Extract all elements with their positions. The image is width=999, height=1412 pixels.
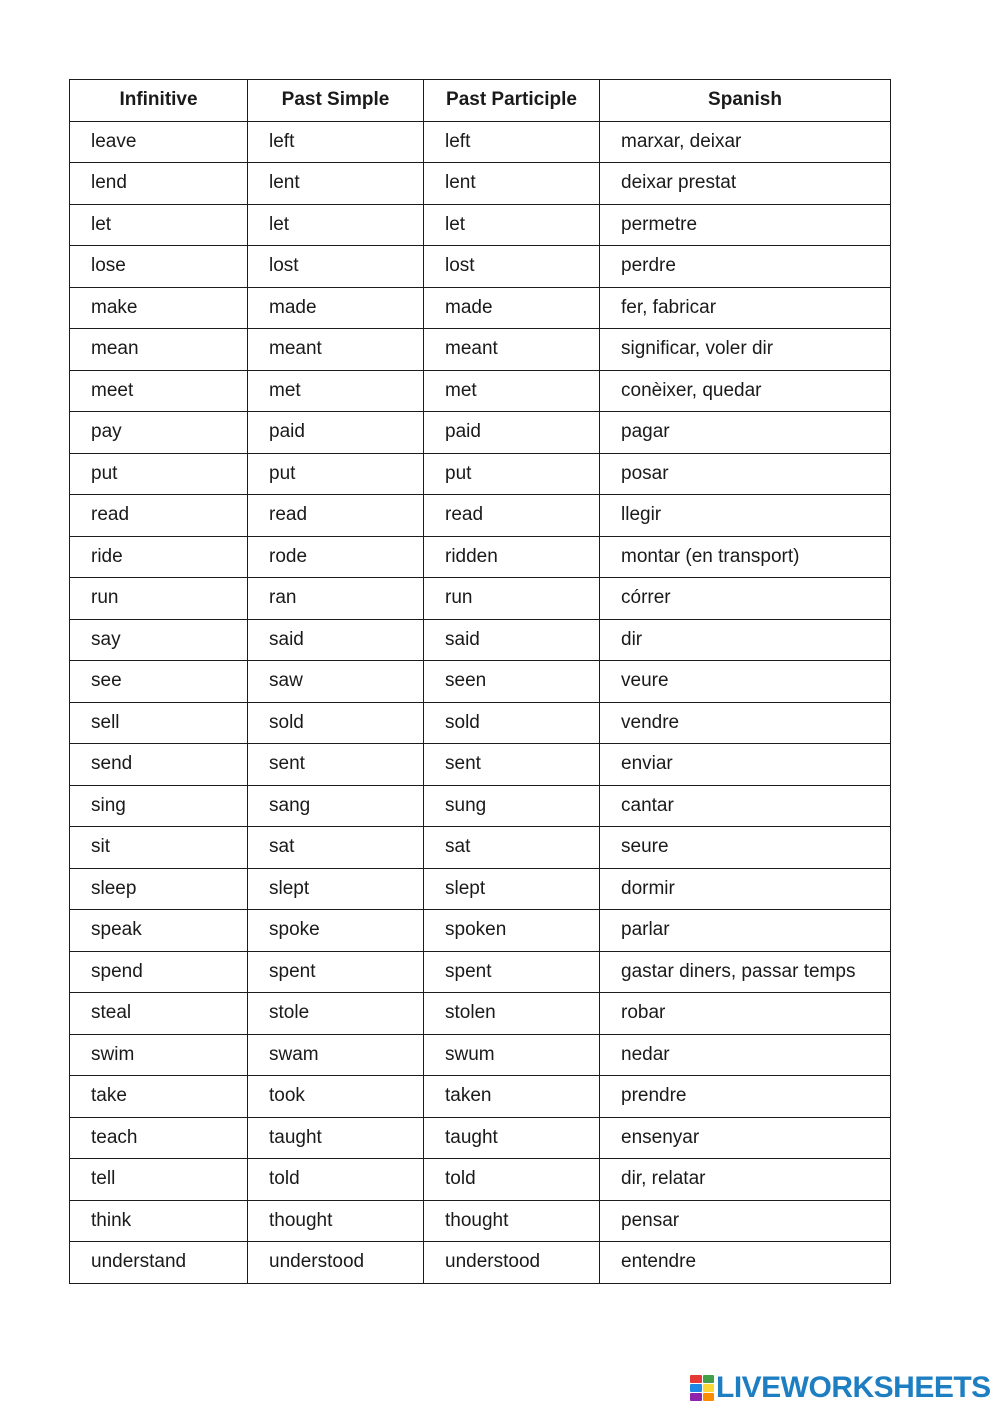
cell-past-simple: met [248, 370, 424, 412]
cell-past-simple: spent [248, 951, 424, 993]
verb-table [69, 79, 891, 1284]
cell-past-participle: ridden [424, 536, 600, 578]
cell-spanish: marxar, deixar [600, 121, 891, 163]
cell-past-participle: met [424, 370, 600, 412]
cell-past-simple: sold [248, 702, 424, 744]
cell-past-participle: lent [424, 163, 600, 205]
cell-infinitive: lose [70, 246, 248, 288]
header-past-simple: Past Simple [248, 80, 424, 122]
cell-spanish: nedar [600, 1034, 891, 1076]
table-row [70, 661, 891, 703]
cell-past-simple: said [248, 619, 424, 661]
table-row [70, 536, 891, 578]
cell-spanish: enviar [600, 744, 891, 786]
cell-past-simple: thought [248, 1200, 424, 1242]
cell-past-simple: meant [248, 329, 424, 371]
cell-past-participle: run [424, 578, 600, 620]
cell-past-participle: told [424, 1159, 600, 1201]
cell-past-simple: left [248, 121, 424, 163]
cell-past-participle: spoken [424, 910, 600, 952]
liveworksheets-logo [690, 1372, 991, 1404]
cell-past-participle: slept [424, 868, 600, 910]
cell-past-participle: spent [424, 951, 600, 993]
cell-infinitive: let [70, 204, 248, 246]
cell-spanish: fer, fabricar [600, 287, 891, 329]
table-row [70, 951, 891, 993]
cell-past-participle: sung [424, 785, 600, 827]
cell-spanish: parlar [600, 910, 891, 952]
cell-spanish: llegir [600, 495, 891, 537]
logo-text: LIVEWORKSHEETS [716, 1371, 991, 1404]
cell-spanish: entendre [600, 1242, 891, 1284]
cell-past-simple: made [248, 287, 424, 329]
table-row [70, 619, 891, 661]
cell-past-simple: rode [248, 536, 424, 578]
table-row [70, 702, 891, 744]
cell-infinitive: mean [70, 329, 248, 371]
cell-infinitive: pay [70, 412, 248, 454]
table-row [70, 578, 891, 620]
cell-spanish: ensenyar [600, 1117, 891, 1159]
cell-infinitive: lend [70, 163, 248, 205]
cell-past-participle: left [424, 121, 600, 163]
table-row [70, 204, 891, 246]
cell-infinitive: sit [70, 827, 248, 869]
table-row [70, 163, 891, 205]
cell-infinitive: sleep [70, 868, 248, 910]
cell-past-simple: spoke [248, 910, 424, 952]
cell-past-simple: let [248, 204, 424, 246]
table-row [70, 827, 891, 869]
cell-infinitive: put [70, 453, 248, 495]
cell-infinitive: send [70, 744, 248, 786]
cell-spanish: dir, relatar [600, 1159, 891, 1201]
cell-past-participle: made [424, 287, 600, 329]
cell-past-simple: sat [248, 827, 424, 869]
table-row [70, 785, 891, 827]
cell-spanish: gastar diners, passar temps [600, 951, 891, 993]
cell-infinitive: understand [70, 1242, 248, 1284]
cell-past-simple: read [248, 495, 424, 537]
cell-past-simple: lent [248, 163, 424, 205]
table-row [70, 1159, 891, 1201]
table-row [70, 868, 891, 910]
table-row [70, 329, 891, 371]
cell-spanish: cantar [600, 785, 891, 827]
cell-infinitive: take [70, 1076, 248, 1118]
cell-past-participle: swum [424, 1034, 600, 1076]
cell-infinitive: ride [70, 536, 248, 578]
cell-past-simple: saw [248, 661, 424, 703]
cell-past-participle: seen [424, 661, 600, 703]
table-row [70, 246, 891, 288]
table-row [70, 1242, 891, 1284]
table-row [70, 910, 891, 952]
cell-spanish: robar [600, 993, 891, 1035]
cell-past-participle: paid [424, 412, 600, 454]
cell-past-participle: lost [424, 246, 600, 288]
table-row [70, 1117, 891, 1159]
table-row [70, 744, 891, 786]
liveworksheets-logo-icon [690, 1375, 714, 1401]
table-row [70, 1200, 891, 1242]
cell-spanish: pagar [600, 412, 891, 454]
cell-spanish: seure [600, 827, 891, 869]
table-row [70, 1034, 891, 1076]
cell-spanish: córrer [600, 578, 891, 620]
cell-past-simple: told [248, 1159, 424, 1201]
cell-past-simple: sang [248, 785, 424, 827]
cell-spanish: permetre [600, 204, 891, 246]
cell-past-simple: put [248, 453, 424, 495]
cell-infinitive: say [70, 619, 248, 661]
cell-past-participle: stolen [424, 993, 600, 1035]
cell-past-participle: sold [424, 702, 600, 744]
cell-past-participle: taught [424, 1117, 600, 1159]
cell-infinitive: speak [70, 910, 248, 952]
cell-infinitive: sell [70, 702, 248, 744]
cell-spanish: vendre [600, 702, 891, 744]
cell-infinitive: swim [70, 1034, 248, 1076]
cell-past-participle: thought [424, 1200, 600, 1242]
cell-infinitive: sing [70, 785, 248, 827]
cell-infinitive: leave [70, 121, 248, 163]
cell-infinitive: read [70, 495, 248, 537]
cell-infinitive: teach [70, 1117, 248, 1159]
cell-past-participle: said [424, 619, 600, 661]
cell-spanish: significar, voler dir [600, 329, 891, 371]
cell-past-simple: slept [248, 868, 424, 910]
cell-past-participle: understood [424, 1242, 600, 1284]
cell-infinitive: meet [70, 370, 248, 412]
cell-past-participle: meant [424, 329, 600, 371]
header-row [70, 80, 891, 122]
cell-infinitive: tell [70, 1159, 248, 1201]
cell-past-simple: lost [248, 246, 424, 288]
table-row [70, 412, 891, 454]
cell-infinitive: see [70, 661, 248, 703]
table-row [70, 121, 891, 163]
table-row [70, 1076, 891, 1118]
cell-past-simple: took [248, 1076, 424, 1118]
cell-past-participle: read [424, 495, 600, 537]
table-row [70, 993, 891, 1035]
cell-spanish: montar (en transport) [600, 536, 891, 578]
cell-past-participle: sent [424, 744, 600, 786]
cell-past-simple: sent [248, 744, 424, 786]
cell-past-participle: put [424, 453, 600, 495]
header-past-participle: Past Participle [424, 80, 600, 122]
table-row [70, 495, 891, 537]
cell-past-participle: sat [424, 827, 600, 869]
cell-past-simple: swam [248, 1034, 424, 1076]
cell-past-participle: let [424, 204, 600, 246]
cell-spanish: prendre [600, 1076, 891, 1118]
cell-infinitive: spend [70, 951, 248, 993]
cell-past-simple: taught [248, 1117, 424, 1159]
cell-infinitive: think [70, 1200, 248, 1242]
cell-spanish: veure [600, 661, 891, 703]
cell-past-simple: understood [248, 1242, 424, 1284]
table-row [70, 453, 891, 495]
table-row [70, 287, 891, 329]
header-infinitive: Infinitive [70, 80, 248, 122]
cell-spanish: conèixer, quedar [600, 370, 891, 412]
cell-spanish: deixar prestat [600, 163, 891, 205]
table-row [70, 370, 891, 412]
cell-infinitive: make [70, 287, 248, 329]
cell-past-simple: stole [248, 993, 424, 1035]
cell-spanish: dormir [600, 868, 891, 910]
cell-infinitive: steal [70, 993, 248, 1035]
verb-rows [70, 121, 891, 1283]
cell-past-simple: ran [248, 578, 424, 620]
cell-spanish: posar [600, 453, 891, 495]
cell-past-simple: paid [248, 412, 424, 454]
header-spanish: Spanish [600, 80, 891, 122]
cell-spanish: dir [600, 619, 891, 661]
cell-spanish: pensar [600, 1200, 891, 1242]
cell-spanish: perdre [600, 246, 891, 288]
cell-past-participle: taken [424, 1076, 600, 1118]
cell-infinitive: run [70, 578, 248, 620]
